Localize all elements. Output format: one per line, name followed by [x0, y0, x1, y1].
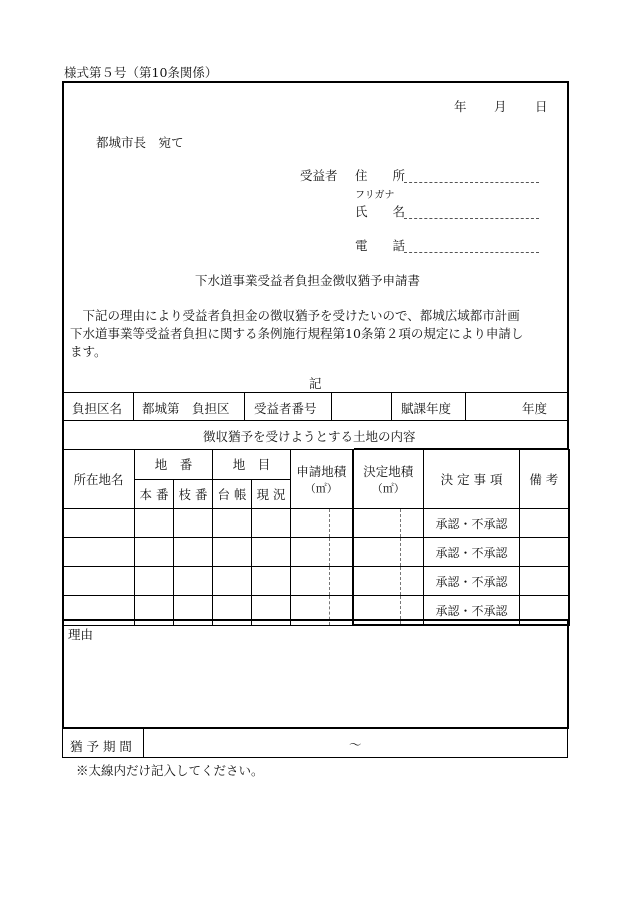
cell-decided-area-decimal[interactable]: [401, 538, 424, 567]
date-day: 日: [535, 99, 548, 114]
district-value: 都城第 負担区: [142, 401, 230, 416]
header-lot-main: 本 番: [135, 479, 174, 509]
cell-register[interactable]: [213, 567, 252, 596]
table-row: [63, 567, 569, 596]
beneficiary-number-field[interactable]: [333, 394, 389, 418]
cell-location[interactable]: [63, 538, 135, 567]
period-bottom: [62, 757, 568, 758]
body-line-1: 下記の理由により受益者負担金の徴収猶予を受けたいので、都城広域都市計画: [70, 308, 520, 323]
reason-field[interactable]: [66, 645, 564, 723]
district-divider-2: [244, 392, 245, 420]
header-applied-area: [291, 450, 353, 509]
frame-right-upper: [567, 81, 569, 449]
address-label: 住 所: [355, 168, 406, 183]
cell-lot-branch[interactable]: [174, 509, 213, 538]
cell-remarks[interactable]: [520, 567, 569, 596]
table-row: [63, 538, 569, 567]
reason-top: [62, 619, 569, 621]
district-divider-4: [391, 392, 392, 420]
land-section-title: 徴収猶予を受けようとする土地の内容: [203, 429, 416, 444]
applicant-label: 受益者: [300, 168, 338, 183]
cell-lot-branch[interactable]: [174, 567, 213, 596]
cell-lot-main[interactable]: [135, 509, 174, 538]
applied-area-label: 申請地積: [296, 464, 347, 479]
cell-decided-area[interactable]: [353, 509, 401, 538]
header-location: 所在地名: [63, 450, 135, 509]
cell-decided-area-decimal[interactable]: [401, 509, 424, 538]
frame-top: [62, 81, 569, 83]
period-label: 猶 予 期 間: [70, 739, 132, 754]
cell-applied-area[interactable]: [291, 567, 330, 596]
period-left: [62, 729, 63, 758]
date-month: 月: [494, 99, 507, 114]
cell-remarks[interactable]: [520, 538, 569, 567]
ki-label: 記: [309, 376, 322, 391]
header-remarks: 備 考: [520, 450, 569, 509]
cell-applied-area[interactable]: [291, 538, 330, 567]
header-decision: 決 定 事 項: [424, 450, 520, 509]
header-category: 地 目: [213, 450, 291, 480]
cell-decision: 承認・不承認: [424, 596, 520, 626]
cell-lot-main[interactable]: [135, 538, 174, 567]
cell-applied-area-decimal[interactable]: [330, 538, 353, 567]
header-category-current: 現 況: [252, 479, 291, 509]
cell-current[interactable]: [252, 538, 291, 567]
furigana-label: フリガナ: [355, 190, 395, 201]
district-row-top: [62, 392, 569, 393]
form-label: 様式第５号（第10条関係）: [64, 65, 218, 80]
cell-location[interactable]: [63, 567, 135, 596]
header-lot: 地 番: [135, 450, 213, 480]
table-row: [63, 509, 569, 538]
cell-applied-area-decimal[interactable]: [330, 509, 353, 538]
address-field[interactable]: [404, 170, 539, 186]
district-divider-1: [133, 392, 134, 420]
decision-frame-top: [354, 448, 569, 450]
cell-remarks[interactable]: [520, 509, 569, 538]
applied-area-unit: （㎡）: [304, 482, 338, 495]
cell-register[interactable]: [213, 538, 252, 567]
phone-field[interactable]: [404, 240, 539, 256]
header-category-register: 台 帳: [213, 479, 252, 509]
addressee: 都城市長 宛て: [96, 135, 184, 150]
district-divider-3: [331, 392, 332, 420]
period-right: [567, 729, 568, 758]
date-year: 年: [454, 99, 467, 114]
district-divider-5: [465, 392, 466, 420]
beneficiary-number-label: 受益者番号: [254, 401, 317, 416]
cell-current[interactable]: [252, 509, 291, 538]
decided-area-unit: （㎡）: [371, 482, 405, 495]
footnote: ※太線内だけ記入してください。: [76, 763, 264, 778]
cell-decision: 承認・不承認: [424, 509, 520, 538]
body-line-2: 下水道事業等受益者負担に関する条例施行規程第10条第２項の規定により申請し: [70, 326, 524, 341]
cell-applied-area[interactable]: [291, 509, 330, 538]
header-lot-branch: 枝 番: [174, 479, 213, 509]
phone-label: 電 話: [355, 238, 406, 253]
reason-right: [567, 619, 569, 729]
cell-current[interactable]: [252, 567, 291, 596]
district-label: 負担区名: [72, 401, 123, 416]
reason-label: 理由: [68, 627, 94, 642]
decided-area-label: 決定地積: [363, 464, 414, 479]
frame-left: [62, 81, 64, 729]
header-decided-area: [353, 450, 424, 509]
name-field[interactable]: [404, 206, 539, 222]
cell-decision: 承認・不承認: [424, 538, 520, 567]
district-row-bottom: [62, 420, 569, 421]
cell-location[interactable]: [63, 509, 135, 538]
cell-applied-area-decimal[interactable]: [330, 567, 353, 596]
cell-decided-area-decimal[interactable]: [401, 567, 424, 596]
period-divider: [143, 729, 144, 758]
cell-lot-branch[interactable]: [174, 538, 213, 567]
cell-register[interactable]: [213, 509, 252, 538]
cell-lot-main[interactable]: [135, 567, 174, 596]
body-line-3: ます。: [70, 344, 107, 359]
land-table: [62, 449, 570, 626]
cell-decision: 承認・不承認: [424, 567, 520, 596]
name-label: 氏 名: [355, 204, 406, 219]
period-separator: ～: [349, 737, 362, 752]
cell-decided-area[interactable]: [353, 538, 401, 567]
cell-decided-area[interactable]: [353, 567, 401, 596]
assessment-year-unit: 年度: [522, 401, 548, 416]
assessment-year-label: 賦課年度: [401, 401, 452, 416]
reason-bottom: [62, 727, 569, 729]
document-title: 下水道事業受益者負担金徴収猶予申請書: [195, 273, 421, 288]
